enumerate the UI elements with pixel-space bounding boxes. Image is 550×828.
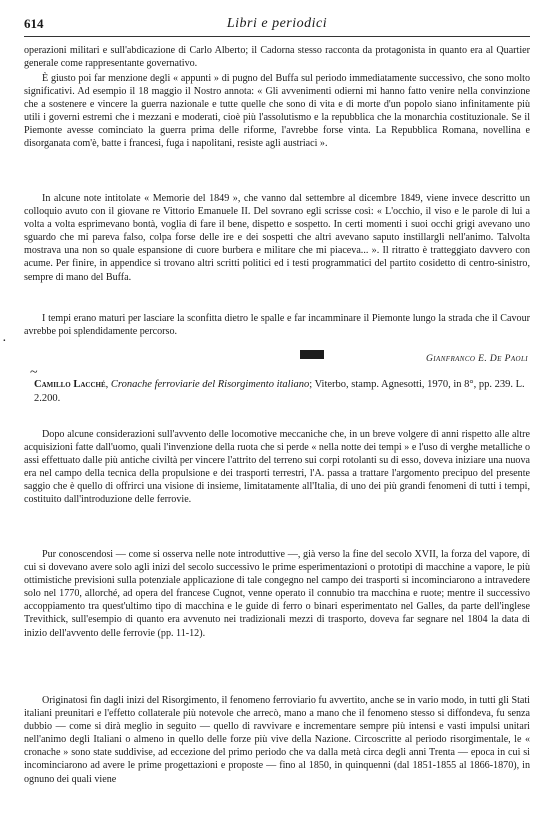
review1-signature: Gianfranco E. De Paoli — [426, 354, 528, 364]
review2-reference: Camillo Lacché, Cronache ferroviarie del Risorgimento italiano; Viterbo, stamp. Agnesotti, 1970, in 8°, pp. 239. L. 2.200. — [34, 379, 525, 404]
review2-paragraph-3: Originatosi fin dagli inizi del Risorgimento, il fenomeno ferroviario fu avvertito, anche se in vario modo, in tutti gli Stati italiani preunitari e l'effetto collaterale più notevole che arrecò, mano a mano che il fenomeno stesso si diffondeva, fu senza dubbio — come si dirà meglio in seguito — quello di ravvivare e incrementare sempre più intensi e vasti impulsi unitari nell'animo degli Italiani o almeno in quello delle forze più vive della Nazione. Circoscritte al periodo risorgimentale, le « cronache » sono state suddivise, ad eccezione del primo periodo che va dalla metà circa degli anni Trenta — epoca in cui si incominciarono ad avere le prime progettazioni e proposte — fino al 1850, in quinquenni (dal 1851-1855 al 1866-1870), in ognuno dei quali viene — [24, 695, 530, 785]
running-head: Libri e periodici — [226, 16, 328, 31]
review1-paragraph-4: I tempi erano maturi per lasciare la sconfitta dietro le spalle e far incamminare il Piemonte lungo la strada che il Cavour avrebbe poi splendidamente percorso. — [24, 313, 530, 338]
review2-paragraph-1: Dopo alcune considerazioni sull'avvento delle locomotive meccaniche che, in un breve volgere di anni rispetto alle altre acquisizioni fatte dall'uomo, quali l'invenzione della ruota che si perde « nella notte dei tempi » e l'uso di verghe metalliche o assi effettuato dalle più antiche civiltà per vincere l'attrito del terreno sui corpi rotolanti su di esso, doveva iniziare una nuova era nel campo della tecnica della propulsione e dei trasporti terrestri, l'A. passa a trattare l'argomento precipuo del presente saggio che è quello di offrirci una visione di insieme, limitatamente all'Italia, di uno dei più grandi fenomeni di tutti i tempi, costituito dall'introduzione delle ferrovie. — [24, 429, 530, 506]
review2-title: Cronache ferroviarie del Risorgimento italiano — [110, 379, 310, 390]
margin-mark-icon: ~ — [30, 365, 38, 380]
review1-paragraph-1: operazioni militari e sull'abdicazione di Carlo Alberto; il Cadorna stesso racconta da protagonista in quanto era al Quartier generale come rappresentante governativo. — [24, 45, 530, 70]
review1-paragraph-3: In alcune note intitolate « Memorie del 1849 », che vanno dal settembre al dicembre 1849, viene invece descritto un colloquio avuto con il giovane re Vittorio Emanuele II. Del sovrano egli scrisse così: « L'occhio, il viso e le parole di lui a volta a volta esprimevano bontà, voglia di fare il bene, dispetto e sospetto. In certi momenti i suoi occhi grigi avevano uno sguardo che mi pareva falso, colpa forse delle ire e dei sospetti che altri avevano saputo instillargli nell'animo. Talvolta mostrava una non so quale espansione di cuore burbera e militare che mi piaceva... ». Il ritratto è tratteggiato davvero con acume. Per finire, in appendice si trovano altri scritti politici ed i testi programmatici del partito cosidetto di centro-sinistro, sempre di mano del Buffa. — [24, 193, 530, 283]
ink-blot-mark — [300, 350, 324, 359]
review1-paragraph-2: È giusto poi far menzione degli « appunti » di pugno del Buffa sul periodo immediatamente successivo, che sono molto significativi. Ad esempio il 18 maggio il Nostro annota: « Gli avvenimenti odierni mi hanno fatto venire nella convinzione che a sostenere e vincere la guerra nazionale e tutte quelle che sono di vita e di morte d'un popolo siano infinitamente più utili i governi estremi che i mezzani e moderati, cioè più l'assolutismo e la repubblica che la monarchia costituzionale. Se il Piemonte avesse cominciato la guerra prima delle riforme, l'avrebbe forse vinta. La Repubblica Romana, novellina e disorganata com'è, batte i francesi, fuga i napolitani, resiste agli austriaci ». — [24, 73, 530, 150]
page-number: 614 — [24, 16, 44, 31]
review2-publication: ; Viterbo, stamp. Agnesotti, 1970, in 8°, pp. 239. L. 2.200. — [34, 379, 525, 404]
page-header — [24, 16, 530, 37]
margin-mark-icon: · — [2, 334, 7, 349]
review2-paragraph-2: Pur conoscendosi — come si osserva nelle note introduttive —, già verso la fine del secolo XVII, la forza del vapore, di cui si dovevano avere solo agli inizi del secolo successivo le prime esperimentazioni o prototipi di macchine a vapore, le più ottimistiche previsioni sulla potenziale applicazione di tale congegno nel campo dei trasporti si incominciarono a intravedere solo nel 1770, allorché, ad opera del francese Cugnot, venne operato il connubio tra macchina e ruote; mentre il successivo accoppiamento tra quest'ultimo tipo di macchina e le guide di ferro o binari esperimentato nel Galles, da parte dell'inglese Trevithick, sull'esempio di quanto era avvenuto nei tradizionali mezzi di trasporto, doveva far segnare nel 1804 la data di inizio dell'avvento delle ferrovie (pp. 11-12). — [24, 549, 530, 639]
review2-author: Camillo Lacché — [34, 379, 106, 390]
